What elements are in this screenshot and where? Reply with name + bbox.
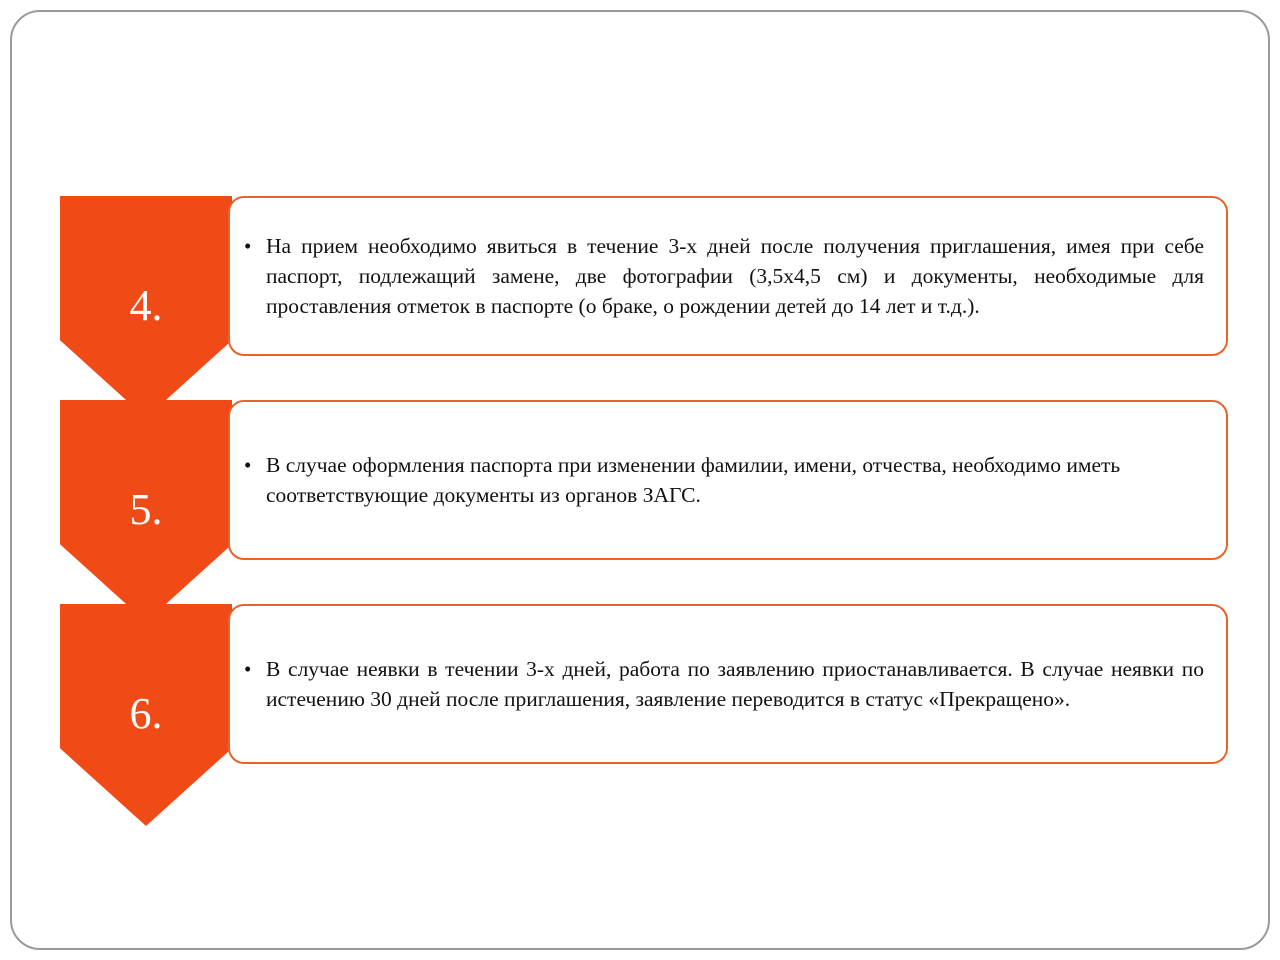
step-number-4: 4.	[129, 281, 163, 330]
bullet-icon: •	[244, 234, 252, 258]
step-text-5: В случае оформления паспорта при изменении фамилии, имени, отчества, необходимо иметь соответствующие документы из органов ЗАГС.	[266, 453, 1121, 507]
step-number-6: 6.	[129, 689, 163, 738]
process-step-5	[60, 400, 1230, 560]
step-text-6: В случае неявки в течении 3-х дней, работа по заявлению приостанавливается. В случае неявки по истечению 30 дней после приглашения, заявление переводится в статус «Прекращено».	[266, 657, 1204, 711]
step-text-4: На прием необходимо явиться в течение 3-х дней после получения приглашения, имея при себе паспорт, подлежащий замене, две фотографии (3,5х4,5 см) и документы, необходимые для проставления отметок в паспорте (о браке, о рождении детей до 14 лет и т.д.).	[266, 234, 1204, 318]
step-number-5: 5.	[129, 485, 163, 534]
step-textbox-6	[228, 604, 1228, 764]
step-textbox-5	[228, 400, 1228, 560]
chevron-process-diagram	[60, 196, 1230, 856]
step-textbox-4	[228, 196, 1228, 356]
process-step-6	[60, 604, 1230, 764]
process-step-4	[60, 196, 1230, 356]
bullet-icon: •	[244, 453, 252, 477]
bullet-icon: •	[244, 657, 252, 681]
